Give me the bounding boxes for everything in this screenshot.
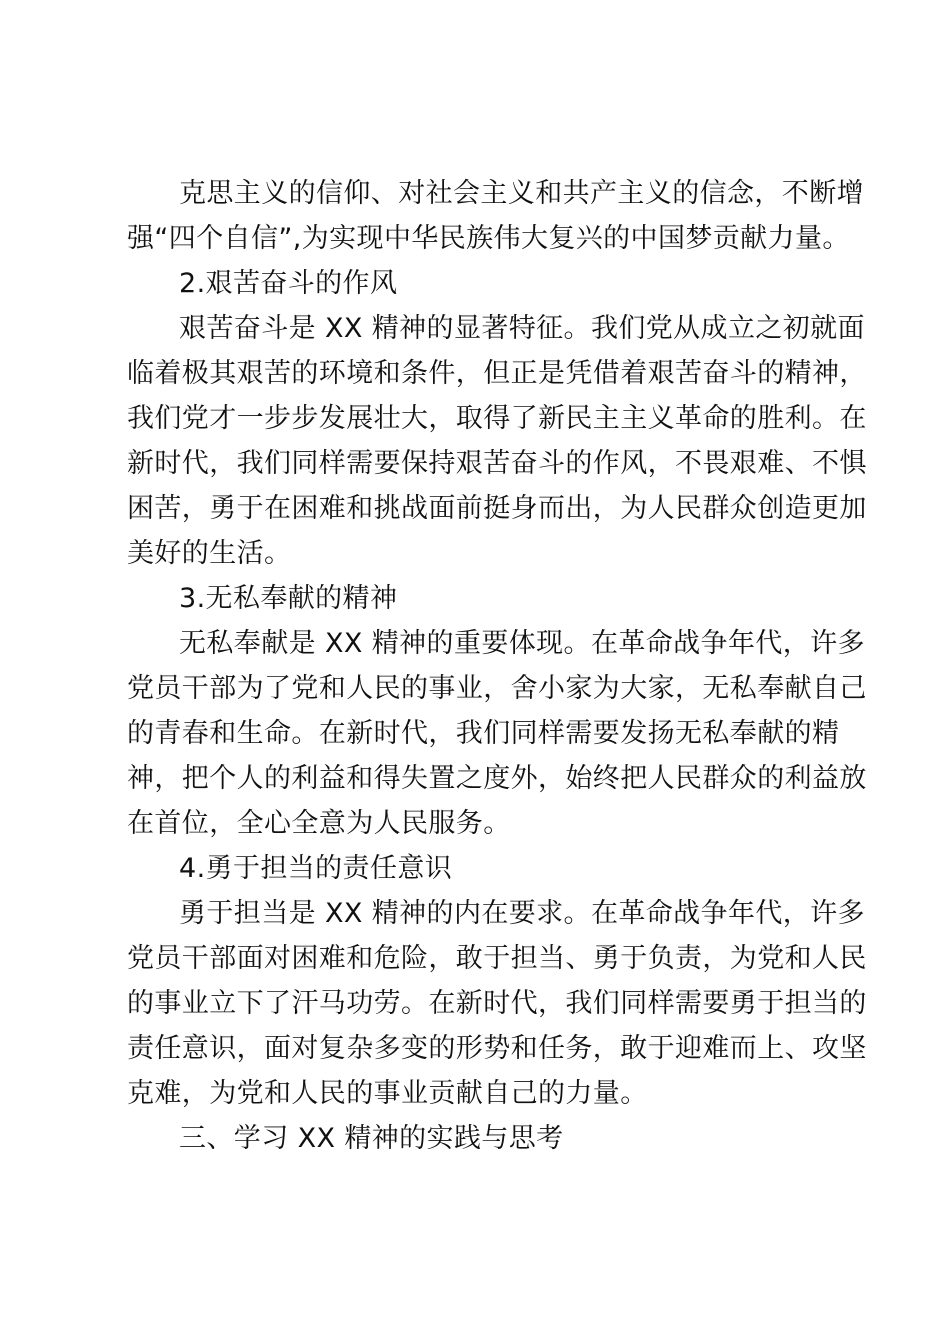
body-text-line: 我们党才一步步发展壮大，取得了新民主主义革命的胜利。在 <box>127 403 867 434</box>
body-text-line: 新时代，我们同样需要保持艰苦奋斗的作风，不畏艰难、不惧 <box>127 448 867 479</box>
section-heading-3: 3.无私奉献的精神 <box>179 583 398 614</box>
body-text-line: 临着极其艰苦的环境和条件，但正是凭借着艰苦奋斗的精神， <box>127 358 867 389</box>
body-text-line: 艰苦奋斗是 XX 精神的显著特征。我们党从成立之初就面 <box>179 313 865 344</box>
body-text-line: 党员干部为了党和人民的事业，舍小家为大家，无私奉献自己 <box>127 673 867 704</box>
body-text-line: 克难，为党和人民的事业贡献自己的力量。 <box>127 1078 648 1109</box>
body-text-line: 强“四个自信”,为实现中华民族伟大复兴的中国梦贡献力量。 <box>127 223 850 254</box>
body-text-line: 无私奉献是 XX 精神的重要体现。在革命战争年代，许多 <box>179 628 865 659</box>
body-text-line: 美好的生活。 <box>127 538 292 569</box>
body-text-line: 克思主义的信仰、对社会主义和共产主义的信念，不断增 <box>179 178 864 209</box>
chapter-heading-3: 三、学习 XX 精神的实践与思考 <box>179 1123 564 1154</box>
section-heading-2: 2.艰苦奋斗的作风 <box>179 268 398 299</box>
body-text-line: 的青春和生命。在新时代，我们同样需要发扬无私奉献的精 <box>127 718 840 749</box>
body-text-line: 的事业立下了汗马功劳。在新时代，我们同样需要勇于担当的 <box>127 988 867 1019</box>
body-text-line: 党员干部面对困难和危险，敢于担当、勇于负责，为党和人民 <box>127 943 867 974</box>
body-text-line: 困苦，勇于在困难和挑战面前挺身而出，为人民群众创造更加 <box>127 493 867 524</box>
body-text-line: 神，把个人的利益和得失置之度外，始终把人民群众的利益放 <box>127 763 867 794</box>
body-text-line: 在首位，全心全意为人民服务。 <box>127 808 511 839</box>
body-text-line: 责任意识，面对复杂多变的形势和任务，敢于迎难而上、攻坚 <box>127 1033 867 1064</box>
body-text-line: 勇于担当是 XX 精神的内在要求。在革命战争年代，许多 <box>179 898 865 929</box>
section-heading-4: 4.勇于担当的责任意识 <box>179 853 453 884</box>
